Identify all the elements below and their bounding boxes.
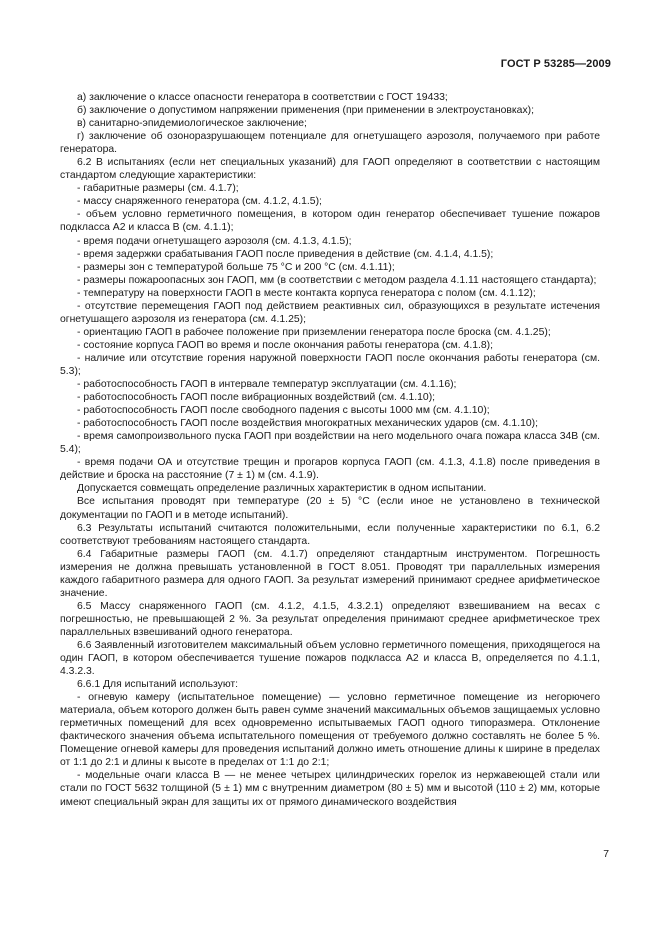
paragraph: - время задержки срабатывания ГАОП после приведения в действие (см. 4.1.4, 4.1.5); xyxy=(77,248,494,260)
paragraph: - время подачи ОА и отсутствие трещин и прогаров корпуса ГАОП (см. 4.1.3, 4.1.8) после приведения в действие и броска на расстояние (7 ± 1) м (см. 4.1.9). xyxy=(60,457,600,482)
paragraph: 6.2 В испытаниях (если нет специальных указаний) для ГАОП определяют в соответствии с настоящим стандартом следующие характеристики: xyxy=(60,157,600,182)
paragraph: - размеры зон с температурой больше 75 °С и 200 °С (см. 4.1.11); xyxy=(77,261,395,273)
paragraph: Допускается совмещать определение различных характеристик в одном испытании. xyxy=(77,483,487,495)
paragraph: - ориентацию ГАОП в рабочее положение при приземлении генератора после броска (см. 4.1.25); xyxy=(77,326,551,338)
paragraph: - время подачи огнетушащего аэрозоля (см. 4.1.3, 4.1.5); xyxy=(77,235,352,247)
paragraph: - огневую камеру (испытательное помещение) — условно герметичное помещение из негорючего материала, объем которого должен быть равен сумме значений максимальных объемов защищаемых условно герметичных помещений для всех одновременно испытываемых ГАОП одного типоразмера. Отклонение фактического значения объема испытательного помещения от требуемого должно составлять не более 5 %. Помещение огневой камеры для проведения испытаний должно иметь отношение длины к ширине в пределах от 1:1 до 2:1 и длины к высоте в пределах от 1:1 до 2:1; xyxy=(60,692,601,769)
paragraph: г) заключение об озоноразрушающем потенциале для огнетушащего аэрозоля, получаемого при работе генератора. xyxy=(60,131,600,156)
paragraph: - габаритные размеры (см. 4.1.7); xyxy=(77,183,239,195)
paragraph: - работоспособность ГАОП после свободного падения с высоты 1000 мм (см. 4.1.10); xyxy=(77,405,490,417)
document-body xyxy=(60,91,600,809)
paragraph: - объем условно герметичного помещения, в котором один генератор обеспечивает тушение пожаров подкласса А2 и класса В (см. 4.1.1); xyxy=(60,209,600,234)
paragraph: - наличие или отсутствие горения наружной поверхности ГАОП после окончания работы генератора (см. 5.3); xyxy=(60,352,600,377)
paragraph: - работоспособность ГАОП после воздействия многократных механических ударов (см. 4.1.10); xyxy=(77,418,538,430)
paragraph: 6.3 Результаты испытаний считаются положительными, если полученные характеристики по 6.1, 6.2 соответствуют требованиям настоящего стандарта. xyxy=(60,522,600,547)
paragraph: - размеры пожароопасных зон ГАОП, мм (в соответствии с методом раздела 4.1.11 настоящего стандарта); xyxy=(77,274,597,286)
paragraph: - работоспособность ГАОП в интервале температур эксплуатации (см. 4.1.16); xyxy=(77,379,457,391)
paragraph: - отсутствие перемещения ГАОП под действием реактивных сил, образующихся в результате истечения огнетушащего аэрозоля из генератора (см. 4.1.25); xyxy=(60,300,600,325)
paragraph: Все испытания проводят при температуре (20 ± 5) °С (если иное не установлено в технической документации по ГАОП и в методе испытаний). xyxy=(60,496,600,521)
page-number: 7 xyxy=(603,849,609,860)
paragraph: в) санитарно-эпидемиологическое заключение; xyxy=(77,118,307,130)
paragraph: 6.6.1 Для испытаний используют: xyxy=(77,679,239,691)
paragraph: - модельные очаги класса В — не менее четырех цилиндрических горелок из нержавеющей стали или стали по ГОСТ 5632 толщиной (5 ± 1) мм с внутренним диаметром (80 ± 5) мм и высотой (110 ± 2) мм, которые имеют специальный экран для защиты их от прямого динамического воздействия xyxy=(60,770,600,808)
paragraph: - состояние корпуса ГАОП во время и после окончания работы генератора (см. 4.1.8); xyxy=(77,339,494,351)
paragraph: а) заключение о классе опасности генератора в соответствии с ГОСТ 19433; xyxy=(77,92,448,103)
paragraph: - время самопроизвольного пуска ГАОП при воздействии на него модельного очага пожара класса 34В (см. 5.4); xyxy=(60,431,600,456)
paragraph: б) заключение о допустимом напряжении применения (при применении в электроустановках); xyxy=(77,105,535,117)
paragraph: - массу снаряженного генератора (см. 4.1.2, 4.1.5); xyxy=(77,196,322,208)
paragraph: - работоспособность ГАОП после вибрационных воздействий (см. 4.1.10); xyxy=(77,392,436,404)
paragraph: - температуру на поверхности ГАОП в месте контакта корпуса генератора с полом (см. 4.1.12); xyxy=(77,287,536,299)
paragraph: 6.5 Массу снаряженного ГАОП (см. 4.1.2, 4.1.5, 4.3.2.1) определяют взвешиванием на весах с погрешностью, не превышающей 2 %. За результат определения принимают среднее арифметическое трех параллельных взвешиваний одного генератора. xyxy=(60,600,600,638)
paragraph: 6.4 Габаритные размеры ГАОП (см. 4.1.7) определяют стандартным инструментом. Погрешность измерения не должна превышать установленной в ГОСТ 8.051. Проводят три параллельных измерения каждого габаритного размера для одного ГАОП. За результат измерений принимают среднее арифметическое значение. xyxy=(60,548,600,599)
standard-header: ГОСТ Р 53285—2009 xyxy=(500,58,611,70)
paragraph: 6.6 Заявленный изготовителем максимальный объем условно герметичного помещения, приходящегося на один ГАОП, в котором обеспечивается тушение пожаров подкласса А2 и класса В, определяется по 4.1.1, 4.3.2.3. xyxy=(60,639,600,678)
